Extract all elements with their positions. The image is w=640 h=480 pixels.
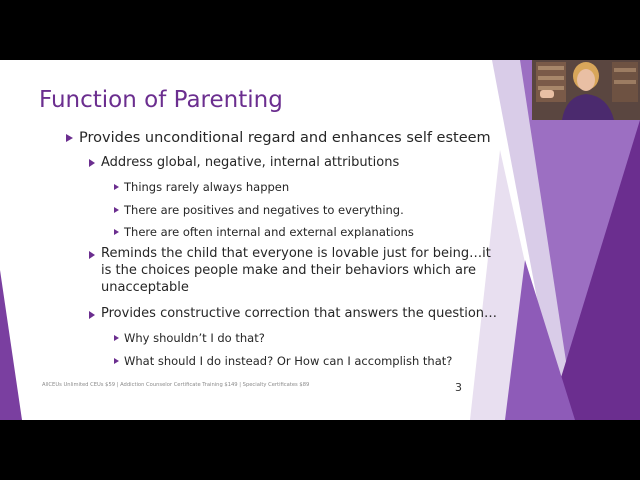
presenter-video-icon bbox=[532, 60, 640, 120]
bullet-rarely-always: Things rarely always happen bbox=[124, 180, 290, 194]
bullet-explanations: There are often internal and external explanations bbox=[124, 225, 414, 239]
bullet-constructive-correction: Provides constructive correction that answers the question… bbox=[101, 306, 498, 321]
bullet-arrow-icon bbox=[66, 134, 73, 142]
bullet-what-should: What should I do instead? Or How can I accomplish that? bbox=[124, 354, 453, 368]
slide-title: Function of Parenting bbox=[39, 87, 283, 113]
bullet-arrow-icon bbox=[89, 251, 95, 259]
bullet-lovable: Reminds the child that everyone is lovable just for being…it is the choices people make and their behaviors which are unacceptable bbox=[101, 246, 491, 295]
bullet-attributions: Address global, negative, internal attributions bbox=[101, 155, 400, 170]
webcam-overlay bbox=[532, 60, 640, 120]
page-number: 3 bbox=[455, 381, 462, 394]
bullet-arrow-icon bbox=[89, 159, 95, 167]
bullet-why-shouldnt: Why shouldn’t I do that? bbox=[124, 331, 265, 345]
bullet-arrow-icon bbox=[114, 207, 119, 213]
slide-footer: AllCEUs Unlimited CEUs $59 | Addiction Counselor Certificate Training $149 | Specialty Certificates $89 bbox=[42, 382, 310, 388]
bullet-arrow-icon bbox=[114, 335, 119, 341]
bullet-arrow-icon bbox=[89, 311, 95, 319]
bullet-arrow-icon bbox=[114, 229, 119, 235]
bullet-arrow-icon bbox=[114, 358, 119, 364]
slide bbox=[0, 60, 640, 420]
bullet-unconditional-regard: Provides unconditional regard and enhances self esteem bbox=[79, 130, 491, 146]
bullet-positives-negatives: There are positives and negatives to everything. bbox=[124, 203, 404, 217]
deco-shape-left bbox=[0, 270, 22, 420]
bullet-arrow-icon bbox=[114, 184, 119, 190]
